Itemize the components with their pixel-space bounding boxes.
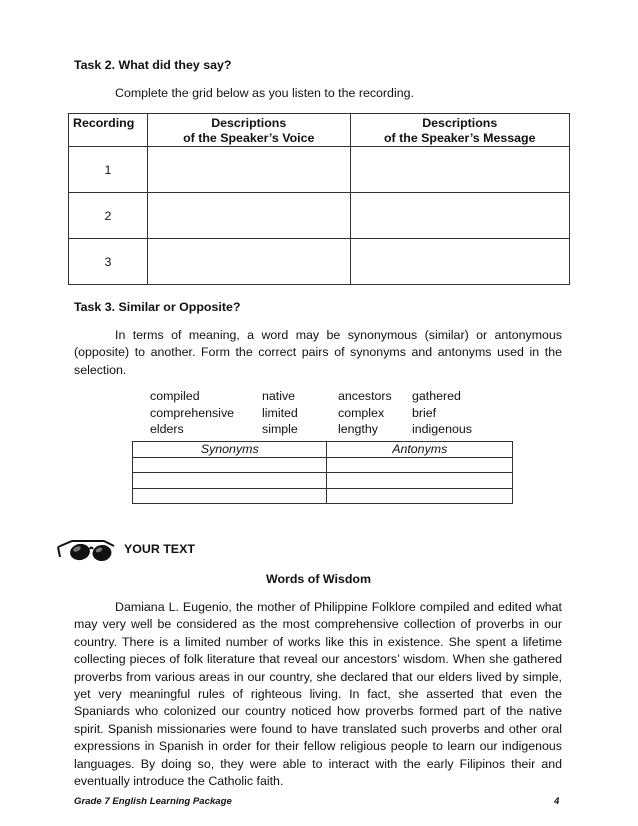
word: simple — [262, 422, 298, 437]
word: lengthy — [338, 422, 378, 437]
table-row — [69, 193, 570, 239]
antonym-cell[interactable] — [327, 473, 513, 489]
your-text-heading: YOUR TEXT — [124, 542, 195, 556]
page-number: 4 — [554, 796, 560, 807]
word: brief — [412, 405, 437, 420]
header-message-line1: Descriptions — [422, 116, 498, 130]
task3-paragraph: In terms of meaning, a word may be synonymous (similar) or antonymous (opposite) to another. Form the correct pairs of synonyms and antonyms used in the selection. — [74, 328, 562, 377]
recording-number: 3 — [69, 239, 148, 285]
synonym-cell[interactable] — [133, 473, 327, 489]
task2-title: Task 2. What did they say? — [74, 58, 232, 72]
footer-title: Grade 7 English Learning Package — [74, 796, 232, 807]
antonym-cell[interactable] — [327, 457, 513, 473]
synonyms-header: Synonyms — [133, 442, 327, 458]
word: indigenous — [412, 422, 472, 437]
voice-cell[interactable] — [147, 147, 350, 193]
antonym-cell[interactable] — [327, 488, 513, 504]
recording-number: 1 — [69, 147, 148, 193]
eyeglasses-icon — [56, 533, 116, 570]
recording-grid-header — [69, 114, 570, 147]
table-row — [133, 457, 513, 473]
table-row — [133, 473, 513, 489]
table-row — [69, 239, 570, 285]
header-voice-line2: of the Speaker’s Voice — [183, 131, 315, 145]
task2-instruction: Complete the grid below as you listen to the recording. — [115, 86, 414, 100]
word-row — [150, 421, 550, 438]
synonyms-antonyms-header — [133, 442, 513, 458]
word: native — [262, 389, 296, 403]
message-cell[interactable] — [350, 239, 570, 285]
word: gathered — [412, 389, 461, 403]
header-voice-line1: Descriptions — [211, 116, 287, 130]
word: elders — [150, 422, 184, 437]
header-message-line2: of the Speaker’s Message — [383, 131, 536, 145]
header-message — [350, 114, 570, 147]
voice-cell[interactable] — [147, 193, 350, 239]
word: complex — [338, 405, 385, 420]
voice-cell[interactable] — [147, 239, 350, 285]
word: limited — [262, 405, 298, 420]
reading-body: Damiana L. Eugenio, the mother of Philippine Folklore compiled and edited what may very well be considered as the most comprehensive collection of proverbs in our country. There is a limited number of works like this in existence. She spent a lifetime collecting pieces of folk literature that reveal our ancestors’ wisdom. When she gathered proverbs from various areas in our country, she declared that our elders lived by simple, yet very meaningful rules of righteous living. In fact, she asserted that even the Spaniards who colonized our country noticed how proverbs formed part of the native spirit. Spanish missionaries were found to have translated such proverbs and other oral expressions in Spanish in order for their fellow religious people to learn our indigenous languages. By doing so, they were able to interact with the early Filipinos their and eventually introduce the Catholic faith. — [74, 600, 562, 789]
reading-title: Words of Wisdom — [266, 572, 371, 586]
message-cell[interactable] — [350, 193, 570, 239]
synonym-cell[interactable] — [133, 488, 327, 504]
recording-number: 2 — [69, 193, 148, 239]
word-row — [150, 405, 550, 422]
synonyms-antonyms-grid — [132, 441, 513, 504]
word-list — [150, 388, 550, 438]
table-row — [69, 147, 570, 193]
synonym-cell[interactable] — [133, 457, 327, 473]
word: comprehensive — [150, 405, 235, 420]
recording-grid — [68, 113, 570, 285]
header-recording: Recording — [69, 114, 148, 147]
word: ancestors — [338, 389, 392, 403]
message-cell[interactable] — [350, 147, 570, 193]
task3-title: Task 3. Similar or Opposite? — [74, 300, 241, 314]
table-row — [133, 488, 513, 504]
word-row — [150, 388, 550, 405]
word: compiled — [150, 389, 200, 403]
header-voice — [147, 114, 350, 147]
antonyms-header: Antonyms — [327, 442, 513, 458]
